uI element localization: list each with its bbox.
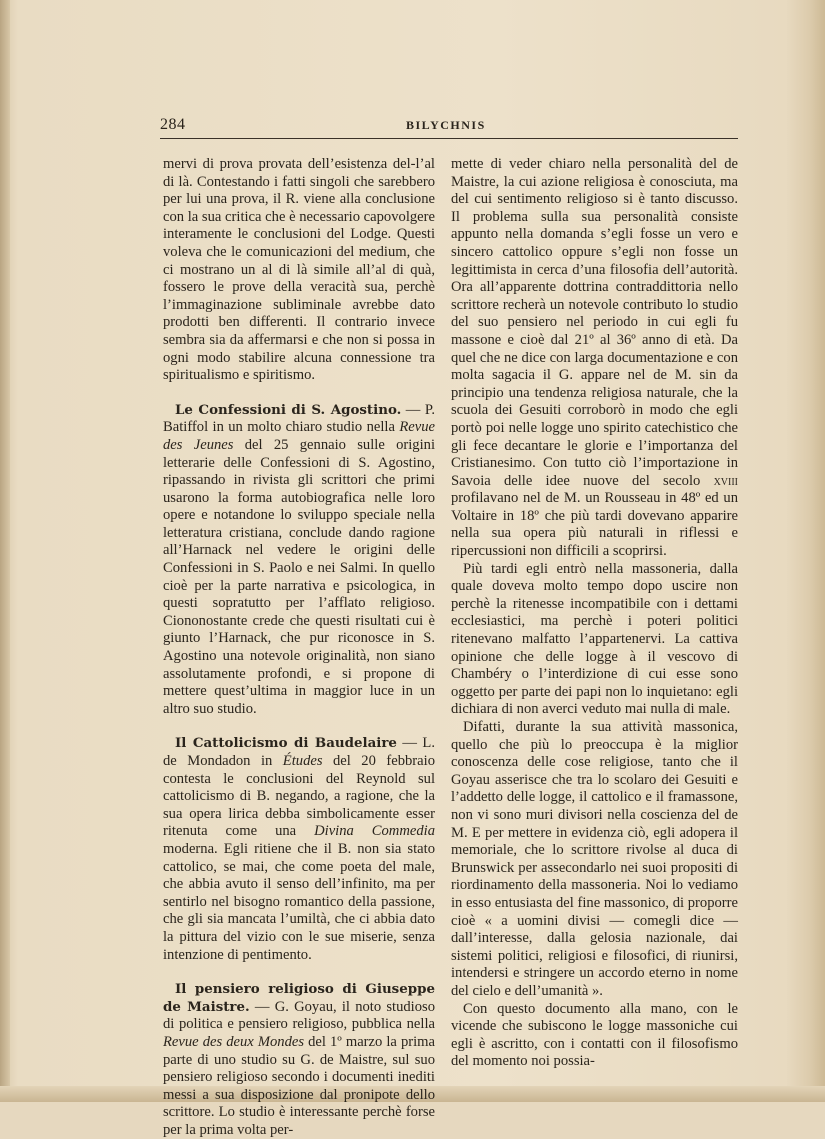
left-column <box>163 156 435 1139</box>
page-right-edge-shadow <box>787 0 825 1102</box>
section-confessioni: Le Confessioni di S. Agostino. — P. Batiffol in un molto chiaro studio nella Revue des Jeunes del 25 gennaio sulle origini letterarie delle Confessioni di S. Agostino, ripassando in rivista gli scrittori che primi usarono la forma autobiografica nelle loro opere e notandone lo sviluppo speciale nella letteratura cristiana, conclude dando ragione all’Harnack nel vedere le origini delle Confessioni in S. Paolo e nei Salmi. In quello cioè per la parte narrativa e psicologica, in questi sopratutto per l’afflato religioso. Ciononostante crede che questi risultati cui è giunto l’Harnack, che pur riconosce in S. Agostino una notevole originalità, non siano assolutamente profondi, e si propone di mettere quest’ultima in maggior luce in un altro suo studio. <box>163 401 436 717</box>
running-title: BILYCHNIS <box>406 118 486 132</box>
section-baudelaire: Il Cattolicismo di Baudelaire — L. de Mondadon in Études del 20 febbraio contesta le conclusioni del Reynold sul cattolicismo di B. negando, a ragione, che la sua opera lirica debba simbolicamente esser ritenuta come una Divina Commedia moderna. Egli ritiene che il B. non sia stato cattolico, se mai, che come poeta del male, che abbia avuto il senso dell’infinito, ma per sentirlo nel bisogno romantico della passione, che gli sia mancata l’umiltà, che ci abbia dato la pittura del vizio con le sue miserie, senza intenzione di pentimento. <box>163 735 435 963</box>
right-column <box>451 156 738 1071</box>
section-heading-baudelaire: Il Cattolicismo di Baudelaire <box>175 735 397 752</box>
section-heading-de-maistre: Il pensiero religioso di Giuseppe de Maistre. <box>163 981 435 1015</box>
paragraph-documento: Con questo documento alla mano, con le vicende che subiscono le logge massoniche cui egli è ascritto, con i contatti con il filosofismo del momento noi possia- <box>451 1000 738 1070</box>
journal-title: Études <box>282 753 323 769</box>
section-de-maistre: Il pensiero religioso di Giuseppe de Maistre. — G. Goyau, il noto studioso di politica e pensiero religioso, pubblica nella Revue des deux Mondes del 1º marzo la prima parte di uno studio su G. de Maistre, sul suo pensiero religioso secondo i documenti inediti messi a sua disposizione dal pronipote dello scrittore. Lo studio è interessante perchè forse per la prima volta per- <box>163 981 436 1138</box>
paragraph-de-maistre-continued: mette di veder chiaro nella personalità del de Maistre, la cui azione religiosa è conosciuta, ma del cui sentimento religioso si è tanto discusso. Il problema sulla sua personalità consiste appunto nella domanda s’egli fosse un vero e sincero cattolico oppure s’egli non fosse un legittimista in cerca d’una filosofia dell’autorità. Ora all’apparente dottrina contraddittoria nello scrittore recherà un notevole contributo lo studio del suo pensiero nel periodo in cui egli fu massone e cioè dal 21º al 36º anno di età. Da quel che ne dice con larga documentazione e con molta sagacia il G. appare nel de M. sin da principio una tendenza religiosa naturale, che la scuola dei Gesuiti corroborò in modo che egli portò poi nelle logge uno spirito catechistico che gli fece decantare le glorie e l’importanza del Cristianesimo. Con tutto ciò l’importazione in Savoia delle idee nuove del secolo xviii profilavano nel de M. un Rousseau in 48º ed un Voltaire in 18º che più tardi dovevano apparire nella sua opera più naturali in riflessi e ripercussioni non difficili a scoprirsi. <box>451 156 738 560</box>
paragraph-massoneria: Più tardi egli entrò nella massoneria, dalla quale doveva molto tempo dopo uscire non perchè la ritenesse incompatibile con i dettami ecclesiastici, ma perchè i poteri politici ritenevano malfatto l’appartenervi. La cattiva opinione che delle logge à il vescovo di Chambéry o l’interdizione di cui esse sono oggetto per parte dei papi non lo inquietano: egli dichiara di non averci veduto mai nulla di male. <box>451 560 738 718</box>
paragraph-spiritualism: mervi di prova provata dell’esistenza del-l’al di là. Contestando i fatti singoli che sarebbero per lui una prova, il R. viene alla conclusione con la sua critica che è necessario capovolgere interamente le conclusioni del Lodge. Questi voleva che le comunicazioni del medium, che ci mostrano un al di là simile all’al di quà, fossero le prove della veracità sua, perchè l’immaginazione subliminale avrebbe dato prodotti ben differenti. Il contrario invece sembra sia da affermarsi e che non si possa in ogni modo stabilire alcuna connessione tra spiritualismo e spiritismo. <box>163 156 435 384</box>
running-header <box>160 116 738 138</box>
journal-title: Revue des deux Mondes <box>163 1033 305 1050</box>
journal-title: Revue des Jeunes <box>163 419 435 453</box>
page-left-edge-shadow <box>0 0 10 1102</box>
century-numeral: xviii <box>713 472 738 489</box>
page-number: 284 <box>160 116 186 133</box>
header-rule <box>160 138 738 139</box>
section-heading-confessioni: Le Confessioni di S. Agostino. <box>175 401 402 418</box>
paragraph-attivita-massonica: Difatti, durante la sua attività massonica, quello che più lo preoccupa è la miglior conoscenza delle cose religiose, tanto che il Goyau asserisce che tra lo scolaro dei Gesuiti e l’addetto delle logge, il cattolico e il framassone, non vi sono muri divisori nella coscienza del de M. E per mettere in evidenza ciò, egli adopera il memoriale, che lo scrittore rivolse al duca di Brunswick per assecondarlo nei suoi propositi di riordinamento della massoneria. Noi lo vediamo in esso entusiasta del fine massonico, di proporre cioè « a uomini divisi — comegli dice — dall’interesse, dalla gelosia nazionale, dai sistemi politici, religiosi e filosofici, di riunirsi, intendersi e stringere un accordo eterno in nome del cielo e dell’umanità ». <box>451 719 738 999</box>
work-title: Divina Commedia <box>314 823 435 840</box>
